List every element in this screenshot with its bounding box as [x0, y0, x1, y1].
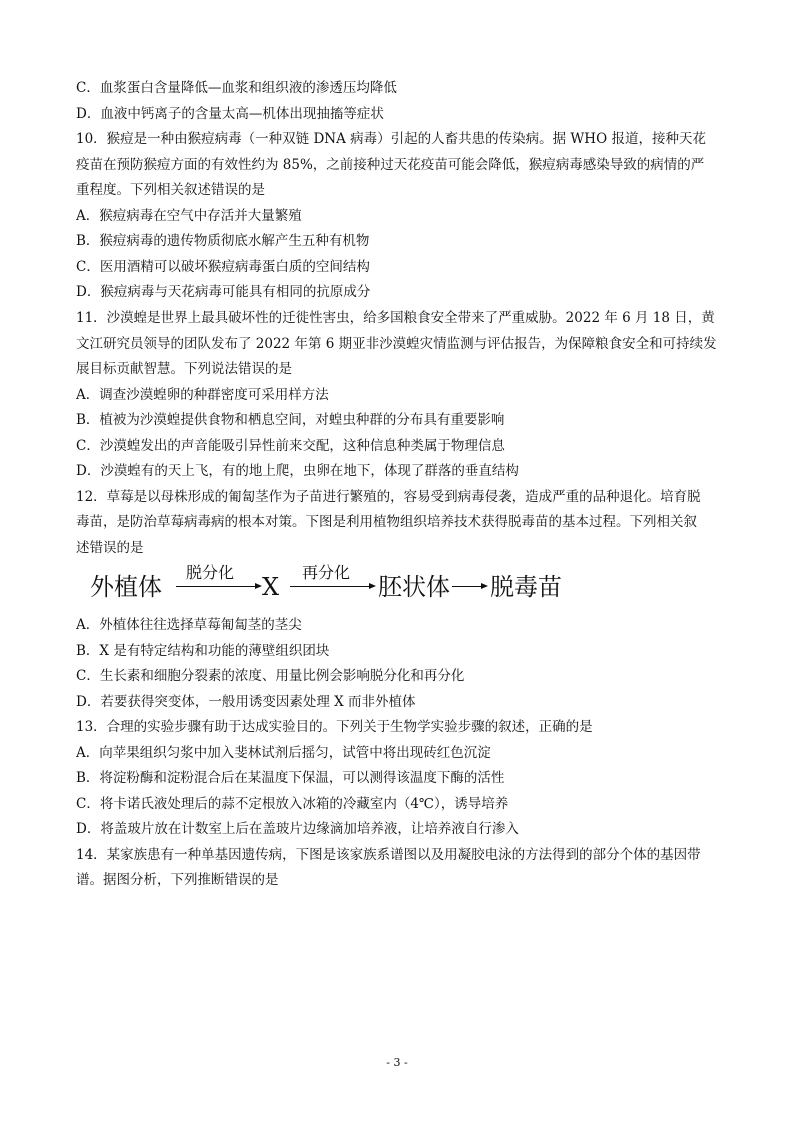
option-10c: C．医用酒精可以破坏猴痘病毒蛋白质的空间结构: [76, 259, 370, 275]
question-11-line-3: 展目标贡献智慧。下列说法错误的是: [76, 361, 292, 377]
option-10d: D．猴痘病毒与天花病毒可能具有相同的抗原成分: [76, 284, 371, 300]
flow-node-explant: 外植体: [90, 573, 162, 601]
flow-node-embryoid: 胚状体: [378, 573, 450, 601]
option-13a: A．向苹果组织匀浆中加入斐林试剂后摇匀，试管中将出现砖红色沉淀: [76, 745, 491, 761]
question-12-line-1: 12．草莓是以母株形成的匍匐茎作为子苗进行繁殖的，容易受到病毒侵袭，造成严重的品种退化。培育脱: [76, 489, 701, 505]
question-14-line-2: 谱。据图分析，下列推断错误的是: [76, 872, 279, 888]
question-10-line-3: 重程度。下列相关叙述错误的是: [76, 182, 265, 198]
flow-label-redifferentiation: 再分化: [302, 563, 351, 582]
question-12-line-3: 述错误的是: [76, 540, 144, 556]
option-13c: C．将卡诺氏液处理后的蒜不定根放入冰箱的冷藏室内（4℃），诱导培养: [76, 796, 509, 812]
option-10a: A．猴痘病毒在空气中存活并大量繁殖: [76, 208, 302, 224]
option-13b: B．将淀粉酶和淀粉混合后在某温度下保温，可以测得该温度下酶的活性: [76, 770, 505, 786]
option-11b: B．植被为沙漠蝗提供食物和栖息空间，对蝗虫种群的分布具有重要影响: [76, 412, 505, 428]
flow-node-virus-free-seedling: 脱毒苗: [490, 573, 562, 601]
flow-arrow-2: [290, 586, 374, 587]
option-9d: D．血液中钙离子的含量太高—机体出现抽搐等症状: [76, 106, 384, 122]
question-11-line-2: 文江研究员领导的团队发布了 2022 年第 6 期亚非沙漠蝗灾情监测与评估报告，为保障粮食安全和可持续发: [76, 336, 717, 352]
option-10b: B．猴痘病毒的遗传物质彻底水解产生五种有机物: [76, 233, 370, 249]
tissue-culture-flow-diagram: [90, 560, 590, 610]
option-11a: A．调查沙漠蝗卵的种群密度可采用样方法: [76, 387, 329, 403]
flow-label-dedifferentiation: 脱分化: [186, 563, 235, 582]
option-12b: B．X 是有特定结构和功能的薄壁组织团块: [76, 643, 330, 659]
question-12-line-2: 毒苗，是防治草莓病毒病的根本对策。下图是利用植物组织培养技术获得脱毒苗的基本过程。下列相关叙: [76, 514, 697, 530]
question-14-line-1: 14．某家族患有一种单基因遗传病，下图是该家族系谱图以及用凝胶电泳的方法得到的部分个体的基因带: [76, 847, 701, 863]
option-12a: A．外植体往往选择草莓匍匐茎的茎尖: [76, 617, 302, 633]
question-13: 13．合理的实验步骤有助于达成实验目的。下列关于生物学实验步骤的叙述，正确的是: [76, 719, 593, 735]
flow-arrow-3: [452, 586, 486, 587]
option-11c: C．沙漠蝗发出的声音能吸引异性前来交配，这种信息种类属于物理信息: [76, 438, 505, 454]
question-10-line-2: 疫苗在预防猴痘方面的有效性约为 85%，之前接种过天花疫苗可能会降低，猴痘病毒感染导致的病情的严: [76, 157, 705, 173]
option-11d: D．沙漠蝗有的天上飞，有的地上爬，虫卵在地下，体现了群落的垂直结构: [76, 463, 519, 479]
option-12d: D．若要获得突变体，一般用诱变因素处理 X 而非外植体: [76, 694, 416, 710]
question-10-line-1: 10．猴痘是一种由猴痘病毒（一种双链 DNA 病毒）引起的人畜共患的传染病。据 WHO 报道，接种天花: [76, 131, 706, 147]
option-13d: D．将盖玻片放在计数室上后在盖玻片边缘滴加培养液，让培养液自行渗入: [76, 821, 519, 837]
flow-arrow-1: [176, 586, 260, 587]
flow-node-x: X: [262, 573, 280, 601]
option-12c: C．生长素和细胞分裂素的浓度、用量比例会影响脱分化和再分化: [76, 668, 465, 684]
question-11-line-1: 11．沙漠蝗是世界上最具破坏性的迁徙性害虫，给多国粮食安全带来了严重威胁。2022 年 6 月 18 日，黄: [76, 310, 715, 326]
page-number: - 3 -: [386, 1056, 408, 1069]
option-9c: C．血浆蛋白含量降低—血浆和组织液的渗透压均降低: [76, 80, 397, 96]
